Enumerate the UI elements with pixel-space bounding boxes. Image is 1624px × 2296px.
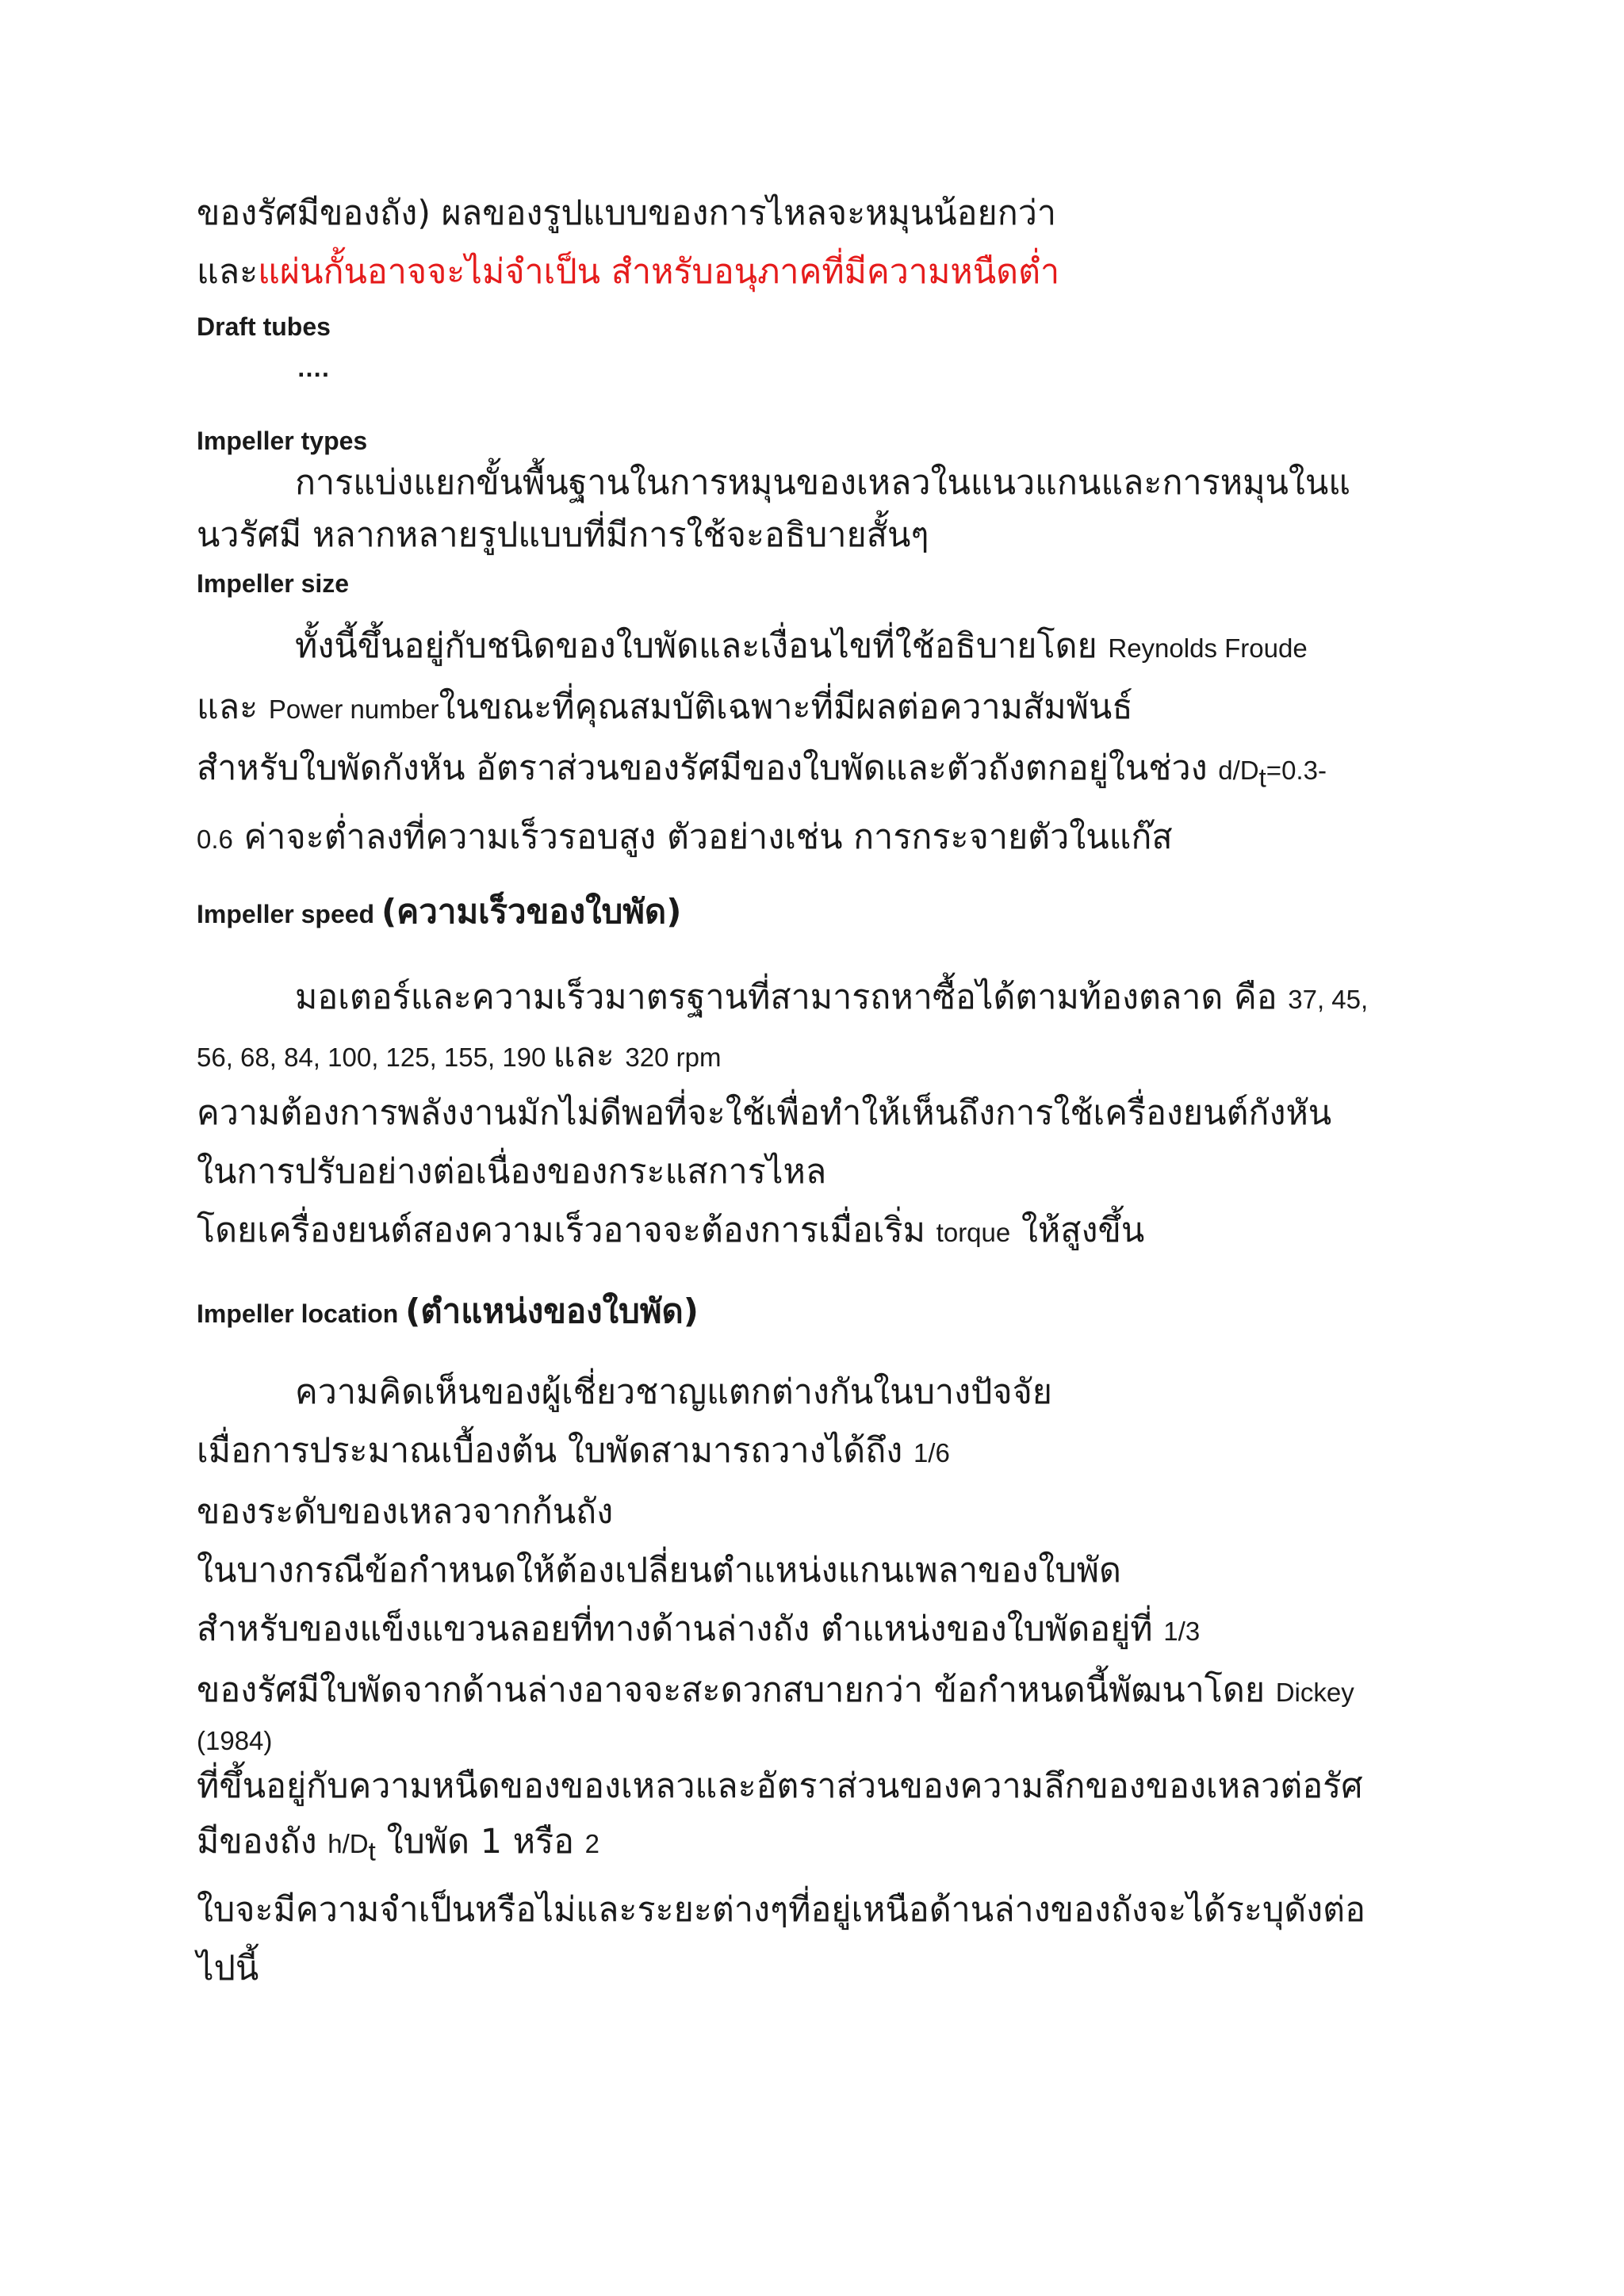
text-run: torque	[936, 1217, 1011, 1247]
text-run: มอเตอร์และความเร็วมาตรฐานที่สามารถหาซื้อได้ตามท้องตลาด คือ	[295, 977, 1289, 1017]
paragraph-line	[197, 1600, 1434, 1661]
text-run: 1/3	[1163, 1616, 1201, 1646]
section-heading-impeller-size: Impeller size	[197, 569, 350, 598]
text-run: 37, 45,	[1288, 984, 1369, 1014]
text-run: และ	[553, 1035, 626, 1075]
section-heading-draft-tubes: Draft tubes	[197, 312, 331, 341]
paragraph-line: ความต้องการพลังงานมักไม่ดีพอที่จะใช้เพื่อทำให้เห็นถึงการใช้เครื่องยนต์กังหัน	[197, 1093, 1332, 1133]
paragraph-line	[197, 1201, 1434, 1262]
paragraph-line: ใบจะมีความจำเป็นหรือไม่และระยะต่างๆที่อยู่เหนือด้านล่างของถังจะได้ระบุดังต่อ	[197, 1890, 1365, 1931]
text-run: 1/6	[913, 1437, 950, 1468]
paragraph-line: ในบางกรณีข้อกำหนดให้ต้องเปลี่ยนตำแหน่งแกนเพลาของใบพัด	[197, 1550, 1121, 1590]
heading-text: (ตำแหน่งของใบพัด)	[405, 1291, 699, 1330]
section-heading-impeller-speed	[197, 890, 1434, 936]
paragraph-line: การแบ่งแยกขั้นพื้นฐานในการหมุนของเหลวในแนวแกนและการหมุนในแ	[295, 463, 1350, 503]
paragraph-line	[197, 1661, 1434, 1722]
text-run: Reynolds Froude	[1108, 633, 1308, 663]
text-run: 320 rpm	[625, 1042, 722, 1072]
paragraph-line	[197, 968, 1434, 1029]
paragraph-line: ของระดับของเหลวจากก้นถัง	[197, 1491, 614, 1532]
text-run: และ	[197, 687, 269, 727]
ellipsis-text: ….	[297, 354, 329, 382]
highlighted-text: แผ่นกั้นอาจจะไม่จำเป็น สำหรับอนุภาคที่มีความหนืดต่ำ	[258, 252, 1060, 292]
text-run: และ	[197, 252, 259, 292]
paragraph-line	[197, 808, 1434, 869]
text-run: Power number	[268, 695, 439, 724]
text-run: h/D	[327, 1828, 369, 1858]
text-run: ทั้งนี้ขึ้นอยู่กับชนิดของใบพัดและเงื่อนไขที่ใช้อธิบายโดย	[295, 626, 1109, 666]
text-run: โดยเครื่องยนต์สองความเร็วอาจจะต้องการเมื่อเริ่ม	[197, 1210, 936, 1250]
text-run: ในขณะที่คุณสมบัติเฉพาะที่มีผลต่อความสัมพันธ์	[439, 687, 1133, 727]
subscript: t	[368, 1836, 376, 1866]
paragraph-line	[197, 243, 1434, 301]
text-run: สำหรับใบพัดกังหัน อัตราส่วนของรัศมีของใบพัดและตัวถังตกอยู่ในช่วง	[197, 748, 1219, 788]
text-run: ให้สูงขึ้น	[1010, 1210, 1145, 1250]
text-run: มีของถัง	[197, 1821, 328, 1862]
paragraph-line	[197, 739, 1434, 808]
paragraph-line	[197, 617, 1434, 678]
heading-text: Impeller speed	[197, 899, 381, 928]
paragraph-line	[197, 1812, 1434, 1881]
paragraph-line: นวรัศมี หลากหลายรูปแบบที่มีการใช้จะอธิบายสั้นๆ	[197, 515, 929, 555]
text-run: 56, 68, 84, 100, 125, 155, 190	[197, 1042, 553, 1072]
document-body	[197, 184, 1434, 1998]
text-run: ใบพัด 1 หรือ	[375, 1821, 585, 1862]
text-run: ของรัศมีใบพัดจากด้านล่างอาจจะสะดวกสบายกว่า ข้อกำหนดนี้พัฒนาโดย	[197, 1670, 1276, 1710]
paragraph-line	[197, 1422, 1434, 1483]
text-run: Dickey	[1275, 1677, 1354, 1707]
text-run: 0.6	[197, 824, 233, 854]
text-run: ค่าจะต่ำลงที่ความเร็วรอบสูง ตัวอย่างเช่น การกระจายตัวในแก๊ส	[232, 817, 1173, 857]
paragraph-line: ในการปรับอย่างต่อเนื่องของกระแสการไหล	[197, 1151, 827, 1192]
paragraph-line: ความคิดเห็นของผู้เชี่ยวชาญแตกต่างกันในบางปัจจัย	[295, 1372, 1053, 1412]
text-run: =0.3-	[1266, 756, 1327, 785]
heading-text: (ความเร็วของใบพัด)	[381, 891, 682, 931]
citation-year: (1984)	[197, 1725, 273, 1755]
paragraph-line	[197, 678, 1434, 739]
paragraph-line: ของรัศมีของถัง) ผลของรูปแบบของการไหลจะหมุนน้อยกว่า	[197, 193, 1057, 233]
paragraph-line: ที่ขึ้นอยู่กับความหนืดของของเหลวและอัตราส่วนของความลึกของของเหลวต่อรัศ	[197, 1766, 1363, 1806]
text-run: d/D	[1218, 756, 1259, 785]
text-run: สำหรับของแข็งแขวนลอยที่ทางด้านล่างถัง ตำแหน่งของใบพัดอยู่ที่	[197, 1609, 1164, 1649]
paragraph-line	[197, 1029, 1434, 1084]
text-run: 2	[584, 1828, 600, 1858]
subscript: t	[1258, 763, 1266, 793]
paragraph-line: ไปนี้	[197, 1949, 259, 1989]
heading-text: Impeller location	[197, 1299, 406, 1328]
text-run: เมื่อการประมาณเบื้องต้น ใบพัดสามารถวางได้ถึง	[197, 1430, 914, 1471]
section-heading-impeller-location	[197, 1289, 1434, 1336]
section-heading-impeller-types: Impeller types	[197, 427, 368, 455]
